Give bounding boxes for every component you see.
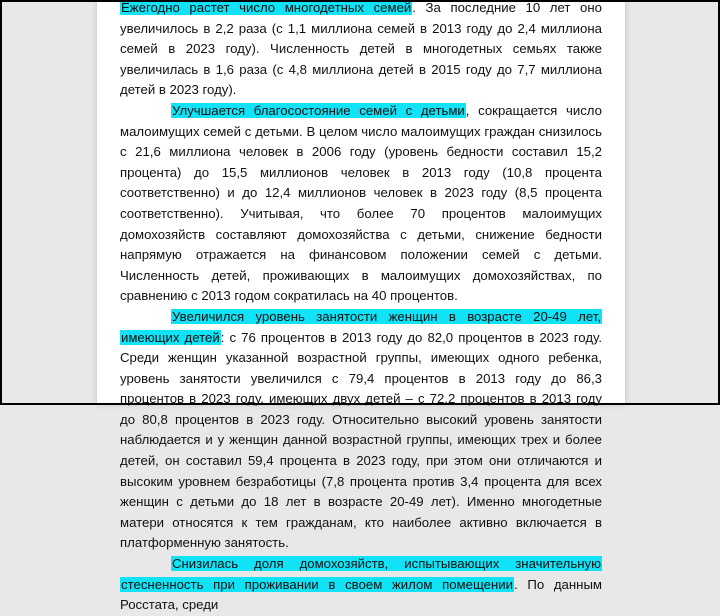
paragraph-text: . За последние 10 лет оно увеличилось в 2,2 раза (с 1,1 миллиона семей в 2013 году до 2,4 миллиона семей в 2023 году). Численность детей в многодетных семьях также увеличилась в 1,6 раза (с 4,8 миллиона детей в 2015 году до 7,7 миллиона детей в 2023 году). [120,0,602,98]
document-page [96,0,626,613]
highlighted-phrase: Увеличился уровень занятости женщин в возрасте 20-49 лет, имеющих детей [121,308,601,345]
paragraph-large-families [120,0,602,101]
paragraph-text: , сокращается число малоимущих семей с детьми. В целом число малоимущих граждан снизилось с 21,6 миллиона человек в 2006 году (уровень бедности составил 15,2 процента) до 15,5 миллионов человек в 2013 году (10,8 процента соответственно) и до 12,4 миллионов человек в 2023 году (8,5 процента соответственно). Учитывая, что более 70 процентов малоимущих домохозяйств составляют домохозяйства с детьми, снижение бедности напрямую отражается на финансовом положении семей с детьми. Численность детей, проживающих в малоимущих домохозяйствах, по сравнению с 2013 годом сократилась на 40 процентов. [120,102,602,304]
highlighted-phrase: Снизилась доля домохозяйств, испытывающих значительную стесненность при проживании в своем жилом помещении [121,556,601,592]
paragraph-employment [120,307,602,554]
paragraph-text: : с 76 процентов в 2013 году до 82,0 процентов в 2023 году. Среди женщин указанной возрастной группы, имеющих одного ребенка, уровень занятости увеличился с 79,4 процентов в 2013 году до 86,3 процентов в 2023 году, имеющих двух детей – с 72,2 процентов в 2013 году до 80,8 процентов в 2023 году. Относительно высокий уровень занятости наблюдается и у женщин данной возрастной группы, имеющих трех и более детей, он составил 59,4 процента в 2023 году, при этом они отличаются и высоким уровнем безработицы (7,8 процента против 3,4 процента для всех женщин с детьми до 18 лет в возрасте 20-49 лет). Именно многодетные матери относятся к тем гражданам, кто наиболее активно включается в платформенную занятость. [120,329,602,551]
highlighted-phrase: Ежегодно растет число многодетных семей [121,0,412,15]
paragraph-text: . По данным Росстата, среди [120,576,602,613]
paragraph-housing [120,554,602,616]
document-body [120,0,602,616]
paragraph-welfare [120,101,602,307]
highlighted-phrase: Улучшается благосостояние семей с детьми [172,102,465,118]
